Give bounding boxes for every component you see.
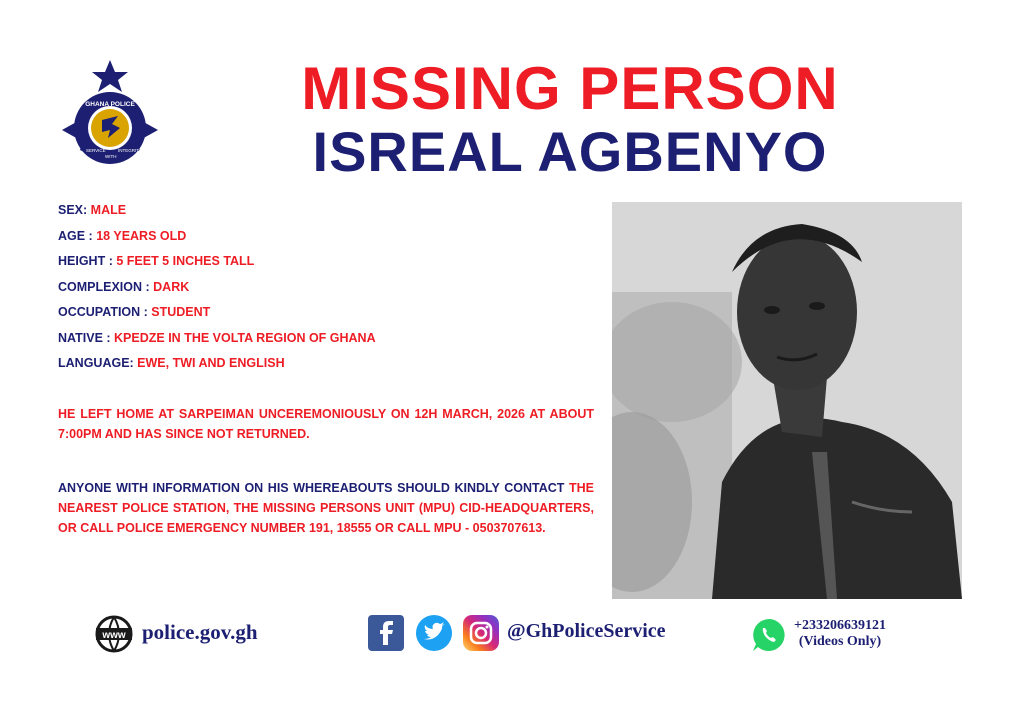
detail-value: MALE [90,203,127,217]
poster-title: MISSING PERSON [301,55,839,122]
detail-native [58,331,598,357]
circumstance-text: HE LEFT HOME AT SARPEIMAN UNCEREMONIOUSLY ON 12H MARCH, 2026 AT ABOUT 7:00PM AND HAS SINCE NOT RETURNED. [58,407,594,441]
detail-label: NATIVE : [58,330,115,345]
detail-value: 18 YEARS OLD [96,228,187,243]
contact-text [58,478,594,538]
detail-occupation [58,305,598,331]
detail-language [58,356,598,382]
globe-icon-label: www [102,630,126,641]
detail-sex [58,203,598,229]
whatsapp-note: (Videos Only) [798,634,882,649]
website-link[interactable] [94,614,134,654]
contact-details: THE NEAREST POLICE STATION, THE MISSING PERSONS UNIT (MPU) CID-HEADQUARTERS, OR CALL POLICE EMERGENCY NUMBER 191, 18555 OR CALL MPU - 0503707613. [58,481,594,535]
missing-person-photo [612,202,962,599]
instagram-icon[interactable] [463,615,499,651]
logo-motto-mid: WITH [105,154,117,159]
detail-label: SEX: [58,203,91,217]
detail-value: 5 FEET 5 INCHES TALL [116,254,255,268]
detail-label: COMPLEXION : [58,279,154,294]
contact-intro: ANYONE WITH INFORMATION ON HIS WHEREABOUTS SHOULD KINDLY CONTACT [58,481,569,495]
detail-label: AGE : [58,228,97,243]
twitter-icon[interactable] [416,615,452,651]
detail-label: LANGUAGE: [58,356,138,370]
logo-ring-text: GHANA POLICE [85,101,135,108]
globe-icon [94,614,134,654]
ghana-police-logo [60,58,160,170]
detail-label: OCCUPATION : [58,305,152,319]
detail-height [58,254,598,280]
detail-value: DARK [153,279,190,294]
detail-label: HEIGHT : [58,254,117,268]
detail-value: KPEDZE IN THE VOLTA REGION OF GHANA [114,330,376,345]
logo-motto-right: INTEGRITY [118,148,143,153]
person-details [58,203,598,382]
whatsapp-contact [794,618,886,650]
detail-age [58,229,598,255]
detail-value: STUDENT [151,305,211,319]
detail-value: EWE, TWI AND ENGLISH [137,356,285,370]
website-url[interactable]: police.gov.gh [142,620,258,644]
whatsapp-icon[interactable] [750,616,788,659]
facebook-icon[interactable] [368,615,404,651]
social-handle[interactable]: @GhPoliceService [507,620,666,642]
missing-person-name: ISREAL AGBENYO [312,120,828,183]
detail-complexion [58,280,598,306]
whatsapp-number[interactable]: +233206639121 [794,618,886,633]
logo-motto-left: SERVICE [86,148,106,153]
